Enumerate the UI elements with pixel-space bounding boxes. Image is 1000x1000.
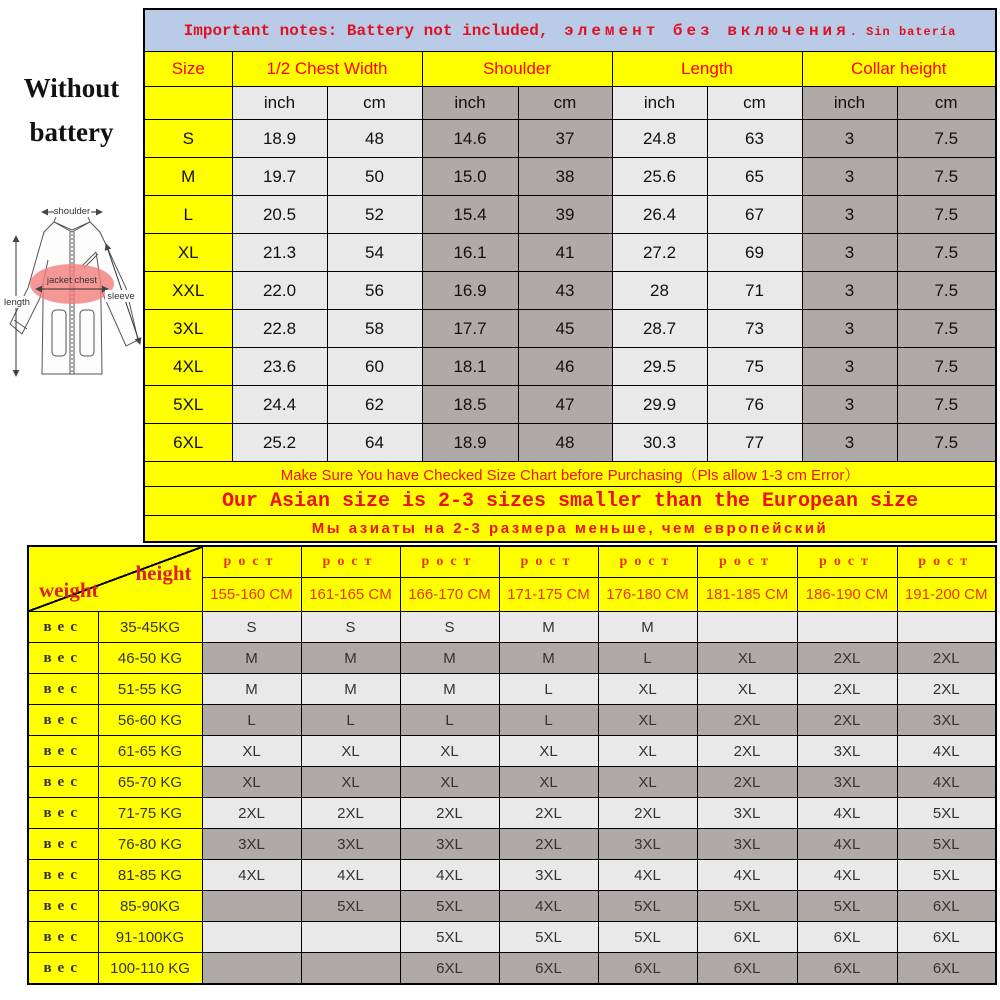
fit-row: [28, 767, 996, 798]
height-range-cell: 191-200 CM: [897, 578, 996, 612]
important-notes-banner: [144, 9, 996, 52]
fit-row: [28, 798, 996, 829]
size-value-cell: 56: [327, 272, 422, 310]
size-row: [144, 386, 996, 424]
shoulder-label: shoulder: [53, 206, 91, 217]
size-name-cell: XL: [144, 234, 232, 272]
fit-size-cell: XL: [301, 767, 400, 798]
fit-size-cell: M: [499, 612, 598, 643]
size-value-cell: 7.5: [897, 158, 996, 196]
fit-size-cell: 6XL: [797, 922, 897, 953]
height-weight-table: [27, 545, 997, 985]
fit-size-cell: L: [499, 705, 598, 736]
size-value-cell: 48: [518, 424, 612, 462]
size-value-cell: 45: [518, 310, 612, 348]
rost-header-cell: рост: [202, 546, 301, 578]
fit-size-cell: XL: [598, 736, 697, 767]
fit-size-cell: 3XL: [697, 798, 797, 829]
fit-size-cell: XL: [301, 736, 400, 767]
column-group-header-row: [144, 52, 996, 87]
ves-header-cell: вес: [28, 922, 98, 953]
fit-size-cell: 2XL: [897, 674, 996, 705]
size-value-cell: 7.5: [897, 272, 996, 310]
rost-header-cell: рост: [598, 546, 697, 578]
size-value-cell: 18.5: [422, 386, 518, 424]
unit-header: inch: [232, 87, 327, 120]
ves-header-cell: вес: [28, 767, 98, 798]
fit-size-cell: 2XL: [697, 767, 797, 798]
size-value-cell: 75: [707, 348, 802, 386]
jacket-chest-label: jacket chest: [46, 275, 98, 286]
size-name-cell: S: [144, 120, 232, 158]
fit-size-cell: 2XL: [897, 643, 996, 674]
fit-size-cell: 2XL: [797, 643, 897, 674]
size-value-cell: 67: [707, 196, 802, 234]
size-value-cell: 29.9: [612, 386, 707, 424]
fit-size-cell: 2XL: [697, 705, 797, 736]
fit-size-cell: 4XL: [499, 891, 598, 922]
size-value-cell: 62: [327, 386, 422, 424]
ves-header-cell: вес: [28, 798, 98, 829]
weight-range-cell: 91-100KG: [98, 922, 202, 953]
size-row: [144, 310, 996, 348]
fit-size-cell: 5XL: [301, 891, 400, 922]
weight-range-cell: 81-85 KG: [98, 860, 202, 891]
unit-header: inch: [422, 87, 518, 120]
size-value-cell: 76: [707, 386, 802, 424]
rost-header-cell: рост: [400, 546, 499, 578]
fit-size-cell: [301, 922, 400, 953]
weight-range-cell: 51-55 KG: [98, 674, 202, 705]
fit-size-cell: 5XL: [797, 891, 897, 922]
size-value-cell: 54: [327, 234, 422, 272]
size-value-cell: 16.1: [422, 234, 518, 272]
size-value-cell: 60: [327, 348, 422, 386]
size-value-cell: 21.3: [232, 234, 327, 272]
size-value-cell: 63: [707, 120, 802, 158]
size-value-cell: 7.5: [897, 348, 996, 386]
size-value-cell: 24.4: [232, 386, 327, 424]
ves-header-cell: вес: [28, 612, 98, 643]
fit-row: [28, 922, 996, 953]
fit-size-cell: 6XL: [400, 953, 499, 985]
size-value-cell: 15.0: [422, 158, 518, 196]
weight-range-cell: 61-65 KG: [98, 736, 202, 767]
fit-size-cell: 2XL: [499, 829, 598, 860]
size-row: [144, 158, 996, 196]
size-name-cell: 3XL: [144, 310, 232, 348]
fit-size-cell: M: [598, 612, 697, 643]
weight-range-cell: 100-110 KG: [98, 953, 202, 985]
height-range-cell: 186-190 CM: [797, 578, 897, 612]
size-value-cell: 17.7: [422, 310, 518, 348]
fit-size-cell: [202, 922, 301, 953]
weight-label: weight: [39, 578, 99, 602]
size-value-cell: 16.9: [422, 272, 518, 310]
size-value-cell: 50: [327, 158, 422, 196]
fit-size-cell: L: [400, 705, 499, 736]
length-label: length: [4, 297, 30, 308]
unit-header: inch: [802, 87, 897, 120]
fit-size-cell: 2XL: [697, 736, 797, 767]
fit-size-cell: [301, 953, 400, 985]
ves-header-cell: вес: [28, 674, 98, 705]
height-range-cell: 161-165 CM: [301, 578, 400, 612]
size-row: [144, 120, 996, 158]
size-row: [144, 196, 996, 234]
size-value-cell: 24.8: [612, 120, 707, 158]
size-value-cell: 37: [518, 120, 612, 158]
fit-size-cell: [202, 953, 301, 985]
size-value-cell: 3: [802, 234, 897, 272]
unit-header-blank: [144, 87, 232, 120]
weight-range-cell: 71-75 KG: [98, 798, 202, 829]
col-header-chest: 1/2 Chest Width: [232, 52, 422, 87]
fit-size-cell: M: [301, 643, 400, 674]
fit-size-cell: XL: [400, 767, 499, 798]
size-value-cell: 3: [802, 158, 897, 196]
banner-text-es: . Sin batería: [849, 24, 957, 39]
size-value-cell: 65: [707, 158, 802, 196]
weight-range-cell: 56-60 KG: [98, 705, 202, 736]
size-name-cell: 6XL: [144, 424, 232, 462]
fit-size-cell: 4XL: [897, 767, 996, 798]
height-label: height: [135, 561, 192, 585]
height-range-cell: 166-170 CM: [400, 578, 499, 612]
fit-row: [28, 612, 996, 643]
size-value-cell: 14.6: [422, 120, 518, 158]
fit-size-cell: 5XL: [499, 922, 598, 953]
fit-size-cell: 3XL: [400, 829, 499, 860]
fit-size-cell: XL: [499, 767, 598, 798]
size-value-cell: 25.2: [232, 424, 327, 462]
fit-size-cell: 3XL: [202, 829, 301, 860]
size-value-cell: 22.0: [232, 272, 327, 310]
fit-row: [28, 643, 996, 674]
weight-range-cell: 76-80 KG: [98, 829, 202, 860]
size-name-cell: 5XL: [144, 386, 232, 424]
fit-size-cell: 3XL: [499, 860, 598, 891]
fit-size-cell: 3XL: [301, 829, 400, 860]
fit-size-cell: M: [202, 643, 301, 674]
size-value-cell: 28.7: [612, 310, 707, 348]
title-line-2: battery: [29, 117, 114, 147]
weight-range-cell: 46-50 KG: [98, 643, 202, 674]
weight-range-cell: 35-45KG: [98, 612, 202, 643]
fit-size-cell: XL: [400, 736, 499, 767]
fit-size-cell: 4XL: [797, 860, 897, 891]
fit-size-cell: 5XL: [598, 922, 697, 953]
fit-size-cell: [897, 612, 996, 643]
unit-header: inch: [612, 87, 707, 120]
fit-size-cell: 2XL: [598, 798, 697, 829]
fit-size-cell: M: [400, 674, 499, 705]
banner-text-en: Important notes: Battery not included,: [183, 21, 549, 40]
size-value-cell: 69: [707, 234, 802, 272]
size-value-cell: 18.9: [422, 424, 518, 462]
height-range-cell: 181-185 CM: [697, 578, 797, 612]
fit-size-cell: 5XL: [400, 922, 499, 953]
unit-header: cm: [327, 87, 422, 120]
fit-size-cell: 5XL: [400, 891, 499, 922]
fit-size-cell: 3XL: [797, 767, 897, 798]
fit-size-cell: 3XL: [697, 829, 797, 860]
size-value-cell: 19.7: [232, 158, 327, 196]
fit-size-cell: XL: [598, 705, 697, 736]
size-value-cell: 43: [518, 272, 612, 310]
size-spec-table: [143, 8, 997, 543]
fit-size-cell: 6XL: [897, 922, 996, 953]
size-value-cell: 39: [518, 196, 612, 234]
fit-size-cell: M: [499, 643, 598, 674]
size-value-cell: 46: [518, 348, 612, 386]
fit-size-cell: [202, 891, 301, 922]
size-value-cell: 3: [802, 272, 897, 310]
unit-header: cm: [707, 87, 802, 120]
banner-text-ru: элемент без включения: [564, 21, 850, 40]
size-value-cell: 7.5: [897, 386, 996, 424]
fit-row: [28, 829, 996, 860]
size-value-cell: 18.1: [422, 348, 518, 386]
fit-size-cell: 4XL: [797, 798, 897, 829]
size-value-cell: 7.5: [897, 196, 996, 234]
note-asian-size-ru: Мы азиаты на 2-3 размера меньше, чем европейский: [144, 516, 996, 543]
col-header-size: Size: [144, 52, 232, 87]
fit-size-cell: 2XL: [797, 705, 897, 736]
unit-header: cm: [518, 87, 612, 120]
fit-row: [28, 860, 996, 891]
col-header-collar: Collar height: [802, 52, 996, 87]
rost-header-cell: рост: [499, 546, 598, 578]
size-value-cell: 3: [802, 348, 897, 386]
height-range-cell: 171-175 CM: [499, 578, 598, 612]
rost-header-cell: рост: [797, 546, 897, 578]
title-line-1: Without: [23, 73, 120, 103]
col-header-length: Length: [612, 52, 802, 87]
fit-size-cell: 4XL: [202, 860, 301, 891]
size-value-cell: 3: [802, 424, 897, 462]
fit-size-cell: XL: [697, 643, 797, 674]
size-value-cell: 25.6: [612, 158, 707, 196]
size-row: [144, 272, 996, 310]
unit-header-row: [144, 87, 996, 120]
fit-size-cell: 6XL: [697, 953, 797, 985]
fit-size-cell: 4XL: [400, 860, 499, 891]
fit-size-cell: L: [499, 674, 598, 705]
fit-row: [28, 736, 996, 767]
height-range-cell: 155-160 CM: [202, 578, 301, 612]
size-value-cell: 73: [707, 310, 802, 348]
fit-size-cell: M: [202, 674, 301, 705]
fit-size-cell: 4XL: [897, 736, 996, 767]
rost-header-cell: рост: [897, 546, 996, 578]
fit-size-cell: XL: [202, 767, 301, 798]
fit-size-cell: L: [202, 705, 301, 736]
size-value-cell: 29.5: [612, 348, 707, 386]
ves-header-cell: вес: [28, 643, 98, 674]
ves-header-cell: вес: [28, 705, 98, 736]
fit-size-cell: 6XL: [797, 953, 897, 985]
fit-row: [28, 953, 996, 985]
fit-size-cell: 2XL: [400, 798, 499, 829]
size-value-cell: 52: [327, 196, 422, 234]
fit-row: [28, 705, 996, 736]
fit-size-cell: XL: [202, 736, 301, 767]
fit-size-cell: S: [400, 612, 499, 643]
size-value-cell: 48: [327, 120, 422, 158]
size-value-cell: 22.8: [232, 310, 327, 348]
fit-size-cell: [797, 612, 897, 643]
size-row: [144, 348, 996, 386]
sleeve-label: sleeve: [107, 291, 135, 302]
fit-size-cell: S: [301, 612, 400, 643]
size-value-cell: 23.6: [232, 348, 327, 386]
fit-size-cell: 4XL: [598, 860, 697, 891]
size-value-cell: 27.2: [612, 234, 707, 272]
without-battery-title: [0, 66, 143, 154]
fit-size-cell: 5XL: [897, 860, 996, 891]
size-value-cell: 7.5: [897, 234, 996, 272]
fit-size-cell: 3XL: [897, 705, 996, 736]
rost-header-row: [28, 546, 996, 578]
size-name-cell: M: [144, 158, 232, 196]
fit-size-cell: 2XL: [301, 798, 400, 829]
size-name-cell: L: [144, 196, 232, 234]
fit-size-cell: 6XL: [697, 922, 797, 953]
ves-header-cell: вес: [28, 829, 98, 860]
fit-size-cell: 2XL: [499, 798, 598, 829]
fit-size-cell: XL: [697, 674, 797, 705]
jacket-measurement-diagram: [2, 192, 142, 382]
size-value-cell: 3: [802, 310, 897, 348]
fit-row: [28, 891, 996, 922]
size-value-cell: 3: [802, 196, 897, 234]
ves-header-cell: вес: [28, 891, 98, 922]
size-row: [144, 234, 996, 272]
size-value-cell: 77: [707, 424, 802, 462]
ves-header-cell: вес: [28, 953, 98, 985]
size-value-cell: 26.4: [612, 196, 707, 234]
fit-size-cell: 3XL: [598, 829, 697, 860]
note-row-asian-size-ru: [144, 516, 996, 543]
ves-header-cell: вес: [28, 860, 98, 891]
banner-cell: [144, 9, 996, 52]
fit-size-cell: 2XL: [202, 798, 301, 829]
note-row-asian-size-en: [144, 487, 996, 516]
size-value-cell: 71: [707, 272, 802, 310]
ves-header-cell: вес: [28, 736, 98, 767]
fit-size-cell: [697, 612, 797, 643]
size-value-cell: 3: [802, 386, 897, 424]
fit-size-cell: L: [301, 705, 400, 736]
size-name-cell: 4XL: [144, 348, 232, 386]
fit-size-cell: 6XL: [897, 953, 996, 985]
size-value-cell: 7.5: [897, 424, 996, 462]
fit-size-cell: M: [301, 674, 400, 705]
note-asian-size-en: Our Asian size is 2-3 sizes smaller than the European size: [144, 487, 996, 516]
size-value-cell: 3: [802, 120, 897, 158]
fit-size-cell: L: [598, 643, 697, 674]
size-value-cell: 41: [518, 234, 612, 272]
fit-size-cell: 4XL: [697, 860, 797, 891]
fit-size-cell: 5XL: [897, 798, 996, 829]
weight-range-cell: 65-70 KG: [98, 767, 202, 798]
fit-size-cell: 3XL: [797, 736, 897, 767]
size-value-cell: 15.4: [422, 196, 518, 234]
fit-size-cell: XL: [598, 674, 697, 705]
fit-size-cell: XL: [499, 736, 598, 767]
size-value-cell: 58: [327, 310, 422, 348]
unit-header: cm: [897, 87, 996, 120]
rost-header-cell: рост: [697, 546, 797, 578]
rost-header-cell: рост: [301, 546, 400, 578]
fit-size-cell: 4XL: [301, 860, 400, 891]
fit-size-cell: S: [202, 612, 301, 643]
fit-size-cell: 6XL: [897, 891, 996, 922]
size-value-cell: 47: [518, 386, 612, 424]
fit-row: [28, 674, 996, 705]
fit-size-cell: M: [400, 643, 499, 674]
fit-size-cell: 5XL: [697, 891, 797, 922]
size-value-cell: 7.5: [897, 310, 996, 348]
size-value-cell: 28: [612, 272, 707, 310]
height-range-cell: 176-180 CM: [598, 578, 697, 612]
note-row-check-chart: [144, 462, 996, 487]
size-row: [144, 424, 996, 462]
fit-size-cell: 6XL: [499, 953, 598, 985]
size-value-cell: 64: [327, 424, 422, 462]
note-check-chart: Make Sure You have Checked Size Chart before Purchasing（Pls allow 1-3 cm Error）: [144, 462, 996, 487]
weight-range-cell: 85-90KG: [98, 891, 202, 922]
fit-size-cell: 5XL: [598, 891, 697, 922]
size-value-cell: 30.3: [612, 424, 707, 462]
fit-size-cell: 6XL: [598, 953, 697, 985]
size-value-cell: 20.5: [232, 196, 327, 234]
size-value-cell: 18.9: [232, 120, 327, 158]
fit-size-cell: 2XL: [797, 674, 897, 705]
fit-size-cell: XL: [598, 767, 697, 798]
size-value-cell: 7.5: [897, 120, 996, 158]
col-header-shoulder: Shoulder: [422, 52, 612, 87]
size-value-cell: 38: [518, 158, 612, 196]
size-name-cell: XXL: [144, 272, 232, 310]
fit-size-cell: 5XL: [897, 829, 996, 860]
corner-cell: [28, 546, 202, 612]
fit-size-cell: 4XL: [797, 829, 897, 860]
